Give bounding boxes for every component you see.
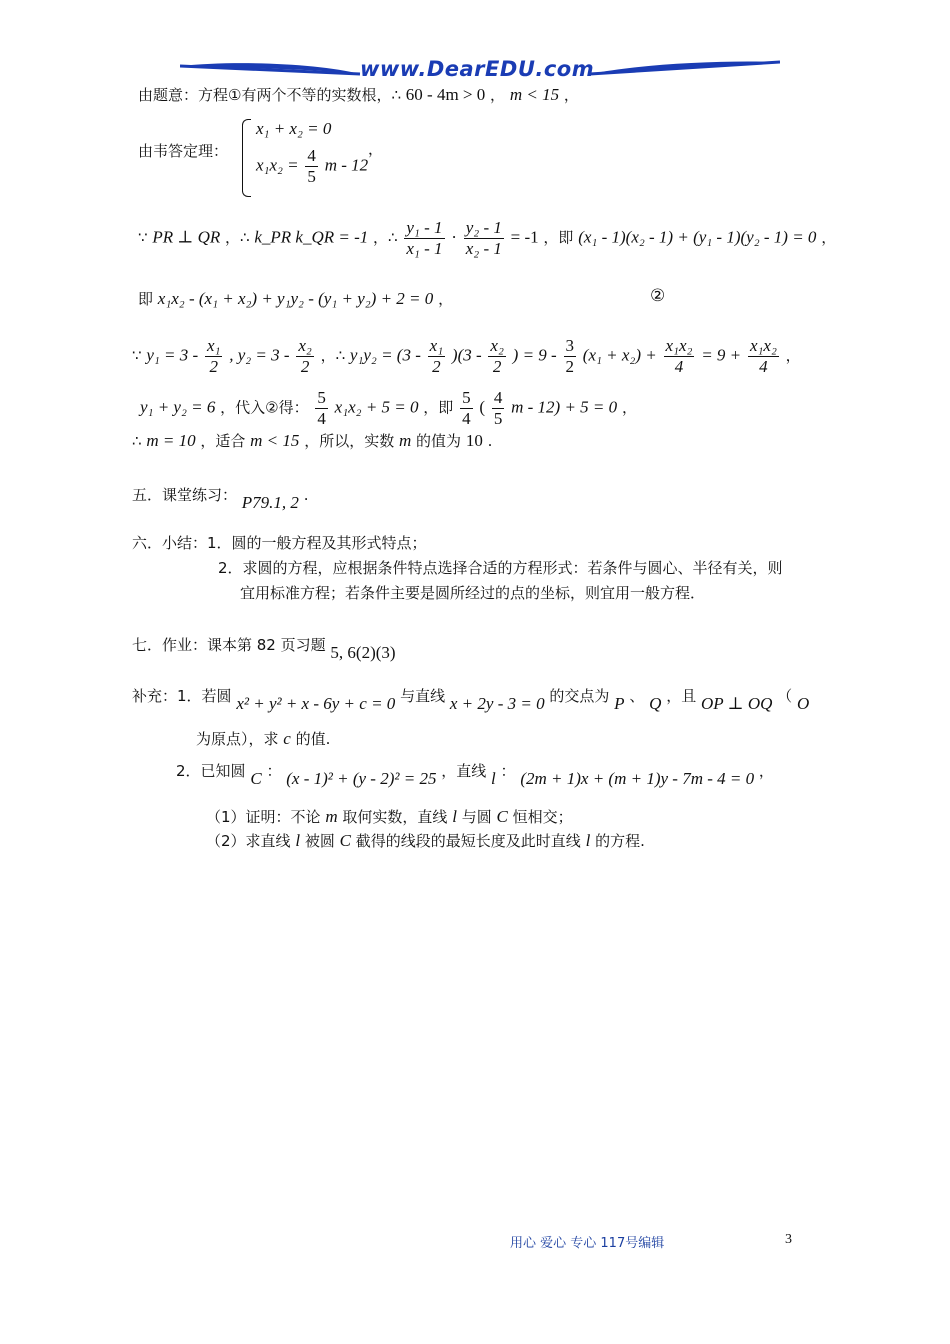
point-q: Q xyxy=(649,694,662,713)
section-5-math: P79.1, 2 xyxy=(241,493,299,512)
fraction-den: 2 xyxy=(432,357,441,376)
fraction-den: 2 xyxy=(209,357,218,376)
fraction-num: x₂ xyxy=(298,336,312,355)
fraction xyxy=(464,218,504,259)
section-6-item-2a: 2．求圆的方程，应根据条件特点选择合适的方程形式：若条件与圆心、半径有关，则 xyxy=(218,559,783,577)
site-logo[interactable]: www.DearEDU.com xyxy=(360,57,595,81)
line-7-b: m = 10 xyxy=(146,431,196,450)
because-symbol: ∵ xyxy=(132,346,142,365)
vieta-label: 由韦答定理： xyxy=(138,142,229,160)
point-p: P xyxy=(614,694,625,713)
section-5-label: 五．课堂练习： xyxy=(132,486,238,504)
fraction-num: x₂ xyxy=(490,336,504,355)
line-3-c: (x₁ - 1)(x₂ - 1) + (y₁ - 1)(y₂ - 1) = 0 xyxy=(578,227,817,247)
section-6-label: 六．小结：1．圆的一般方程及其形式特点； xyxy=(132,534,427,552)
line-6-f: m - 12) + 5 = 0 xyxy=(511,397,618,417)
system-brace xyxy=(242,119,251,197)
system-eq-1: x₁ + x₂ = 0 xyxy=(256,119,332,138)
circle-c-equation: (x - 1)² + (y - 2)² = 25 xyxy=(286,769,437,788)
fraction xyxy=(488,336,505,377)
supplement-2-label: 2．已知圆 xyxy=(176,762,246,780)
supplement-2-colon2: ： xyxy=(500,762,516,780)
line-6-c: x₁x₂ + 5 = 0 xyxy=(334,397,419,417)
fraction-den: 4 xyxy=(759,357,768,376)
fraction-den: 4 xyxy=(462,409,471,428)
supplement-t4: ，且 xyxy=(666,687,697,705)
q1-m: m xyxy=(325,807,338,826)
q2-l: l xyxy=(295,831,301,850)
section-7 xyxy=(132,634,396,662)
line-5-a: y₁ = 3 - xyxy=(146,345,199,365)
line-5-f: (x₁ + x₂) + xyxy=(582,345,657,365)
system-eq-2 xyxy=(256,146,368,187)
line-3-a: PR ⊥ QR xyxy=(152,227,221,247)
section-5-end: . xyxy=(303,486,309,504)
system-eq-2-b: m - 12 xyxy=(324,155,369,175)
supplement-2-end: ， xyxy=(758,762,774,780)
section-5 xyxy=(132,484,309,512)
line-7 xyxy=(132,430,492,451)
line-5-end: ， xyxy=(785,346,801,365)
line-1-text: 由题意：方程①有两个不等的实数根，∴ xyxy=(138,86,401,104)
fraction-num: x₁ xyxy=(206,336,221,355)
fraction-den: 2 xyxy=(300,357,310,376)
fraction-num: x₁x₂ xyxy=(749,336,777,355)
line-7-c: ，适合 xyxy=(200,432,246,450)
line-5-b: , y₂ = 3 - xyxy=(229,345,290,365)
fraction-den: 2 xyxy=(565,357,574,376)
supplement-line2-end: 的值. xyxy=(295,730,331,748)
fraction-num: 3 xyxy=(565,336,574,355)
q2-d: 的方程. xyxy=(595,832,645,850)
supplement-2-t1: ，直线 xyxy=(441,762,487,780)
line-7-end: . xyxy=(487,432,493,450)
line-7-e: ，所以，实数 xyxy=(304,432,395,450)
because-symbol: ∵ xyxy=(138,228,148,247)
fraction-den: 4 xyxy=(317,409,326,428)
section-6-item-2b: 宜用标准方程；若条件主要是圆所经过的点的坐标，则宜用一般方程． xyxy=(240,584,706,602)
circle-c: C xyxy=(250,769,262,788)
line-6-a: y₁ + y₂ = 6 xyxy=(140,397,216,417)
line-3-sep2: ，∴ xyxy=(373,228,398,247)
line-3-sep1: ，∴ xyxy=(225,228,250,247)
line-equation: x + 2y - 3 = 0 xyxy=(449,694,545,713)
line-l-equation: (2m + 1)x + (m + 1)y - 7m - 4 = 0 xyxy=(520,769,755,788)
fraction xyxy=(492,388,505,429)
line-3-eq: = -1 xyxy=(510,227,539,247)
line-7-g: 的值为 xyxy=(416,432,462,450)
therefore-symbol: ∴ xyxy=(132,432,142,450)
line-5-e: ) = 9 - xyxy=(512,345,557,365)
fraction-num: y₁ - 1 xyxy=(406,218,443,237)
fraction xyxy=(428,336,445,377)
q1-d: 恒相交； xyxy=(512,808,573,826)
question-2 xyxy=(206,830,645,851)
line-5-g: = 9 + xyxy=(701,345,742,365)
section-7-label: 七．作业：课本第 82 页习题 xyxy=(132,636,326,654)
line-3-end: ， xyxy=(821,228,837,247)
fraction-den: 2 xyxy=(492,357,502,376)
fraction-num: 5 xyxy=(462,388,471,407)
fraction-den: 5 xyxy=(493,409,503,428)
supplement-2 xyxy=(176,760,774,788)
fraction xyxy=(205,336,222,377)
variable-c: c xyxy=(283,729,291,748)
line-6 xyxy=(140,388,637,429)
fraction-den: 5 xyxy=(307,167,316,186)
line-7-h: 10 xyxy=(465,431,483,450)
line-6-end: ， xyxy=(621,398,637,417)
q1-a: （1）证明：不论 xyxy=(206,808,321,826)
line-5-sep: ，∴ xyxy=(320,346,346,365)
supplement-t3: 、 xyxy=(629,687,645,705)
point-o: O xyxy=(796,694,810,713)
dot: · xyxy=(451,227,457,247)
fraction xyxy=(296,336,313,377)
fraction-num: x₁ xyxy=(429,336,444,355)
line-1-end: ， xyxy=(563,86,579,104)
supplement-1 xyxy=(132,685,810,713)
line-4 xyxy=(138,288,453,309)
q1-l: l xyxy=(452,807,457,826)
q1-b: 取何实数，直线 xyxy=(342,808,448,826)
q1-c: 与圆 xyxy=(461,808,492,826)
line-4-math: x₁x₂ - (x₁ + x₂) + y₁y₂ - (y₁ + y₂) + 2 = 0 xyxy=(157,289,434,308)
fraction-num: 5 xyxy=(317,388,326,407)
supplement-t1: 与直线 xyxy=(400,687,446,705)
supplement-2-colon: ： xyxy=(266,762,282,780)
fraction xyxy=(664,336,695,377)
line-6-b: ，代入②得： xyxy=(220,398,309,417)
line-1-math2: m < 15 xyxy=(509,85,560,104)
fraction-num: 4 xyxy=(307,146,316,165)
fraction-num: x₁x₂ xyxy=(665,336,693,355)
section-7-math: 5, 6(2)(3) xyxy=(330,643,396,662)
fraction xyxy=(564,336,577,377)
question-1 xyxy=(206,806,573,827)
fraction xyxy=(460,388,473,429)
q1-C: C xyxy=(496,807,508,826)
q2-b: 被圆 xyxy=(304,832,335,850)
line-7-d: m < 15 xyxy=(250,431,300,450)
line-1-math: 60 - 4m > 0 xyxy=(405,85,486,104)
line-3-b: k_PR k_QR = -1 xyxy=(254,227,369,247)
line-6-d: ，即 xyxy=(423,398,454,417)
line-5-c: y₁y₂ = (3 - xyxy=(349,345,421,365)
fraction xyxy=(315,388,328,429)
fraction xyxy=(305,146,318,187)
equation-mark-2: ② xyxy=(650,286,666,306)
system-end: ， xyxy=(368,140,384,158)
line-4-end: ， xyxy=(438,290,454,308)
q2-C: C xyxy=(339,831,351,850)
fraction xyxy=(404,218,444,259)
line-1-sep: ， xyxy=(490,86,506,104)
circle-equation: x² + y² + x - 6y + c = 0 xyxy=(236,694,396,713)
fraction xyxy=(748,336,779,377)
fraction-den: 4 xyxy=(674,357,684,376)
supplement-1-line-2 xyxy=(196,728,330,749)
line-7-f: m xyxy=(398,431,412,450)
line-3 xyxy=(138,218,836,259)
fraction-den: x₂ - 1 xyxy=(465,239,502,258)
supplement-t2: 的交点为 xyxy=(549,687,610,705)
perpendicular-condition: OP ⊥ OQ xyxy=(700,694,773,713)
line-4-ji: 即 xyxy=(138,290,154,308)
fraction-den: x₁ - 1 xyxy=(406,239,443,258)
line-5 xyxy=(132,336,801,377)
line-l: l xyxy=(491,769,496,788)
supplement-label: 补充：1．若圆 xyxy=(132,687,232,705)
line-5-d: )(3 - xyxy=(451,345,482,365)
supplement-t5: （ xyxy=(777,687,793,705)
fraction-num: y₂ - 1 xyxy=(465,218,502,237)
line-6-e: ( xyxy=(479,397,486,417)
q2-l2: l xyxy=(585,831,591,850)
system-eq-2-a: x₁x₂ = xyxy=(256,155,299,175)
supplement-line2: 为原点），求 xyxy=(196,730,279,748)
q2-a: （2）求直线 xyxy=(206,832,291,850)
footer-text: 用心 爱心 专心 117号编辑 xyxy=(510,1236,665,1251)
line-1 xyxy=(138,84,579,105)
fraction-num: 4 xyxy=(493,388,503,407)
page-number: 3 xyxy=(785,1232,792,1247)
line-3-ji: ，即 xyxy=(543,228,574,247)
q2-c: 截得的线段的最短长度及此时直线 xyxy=(355,832,581,850)
